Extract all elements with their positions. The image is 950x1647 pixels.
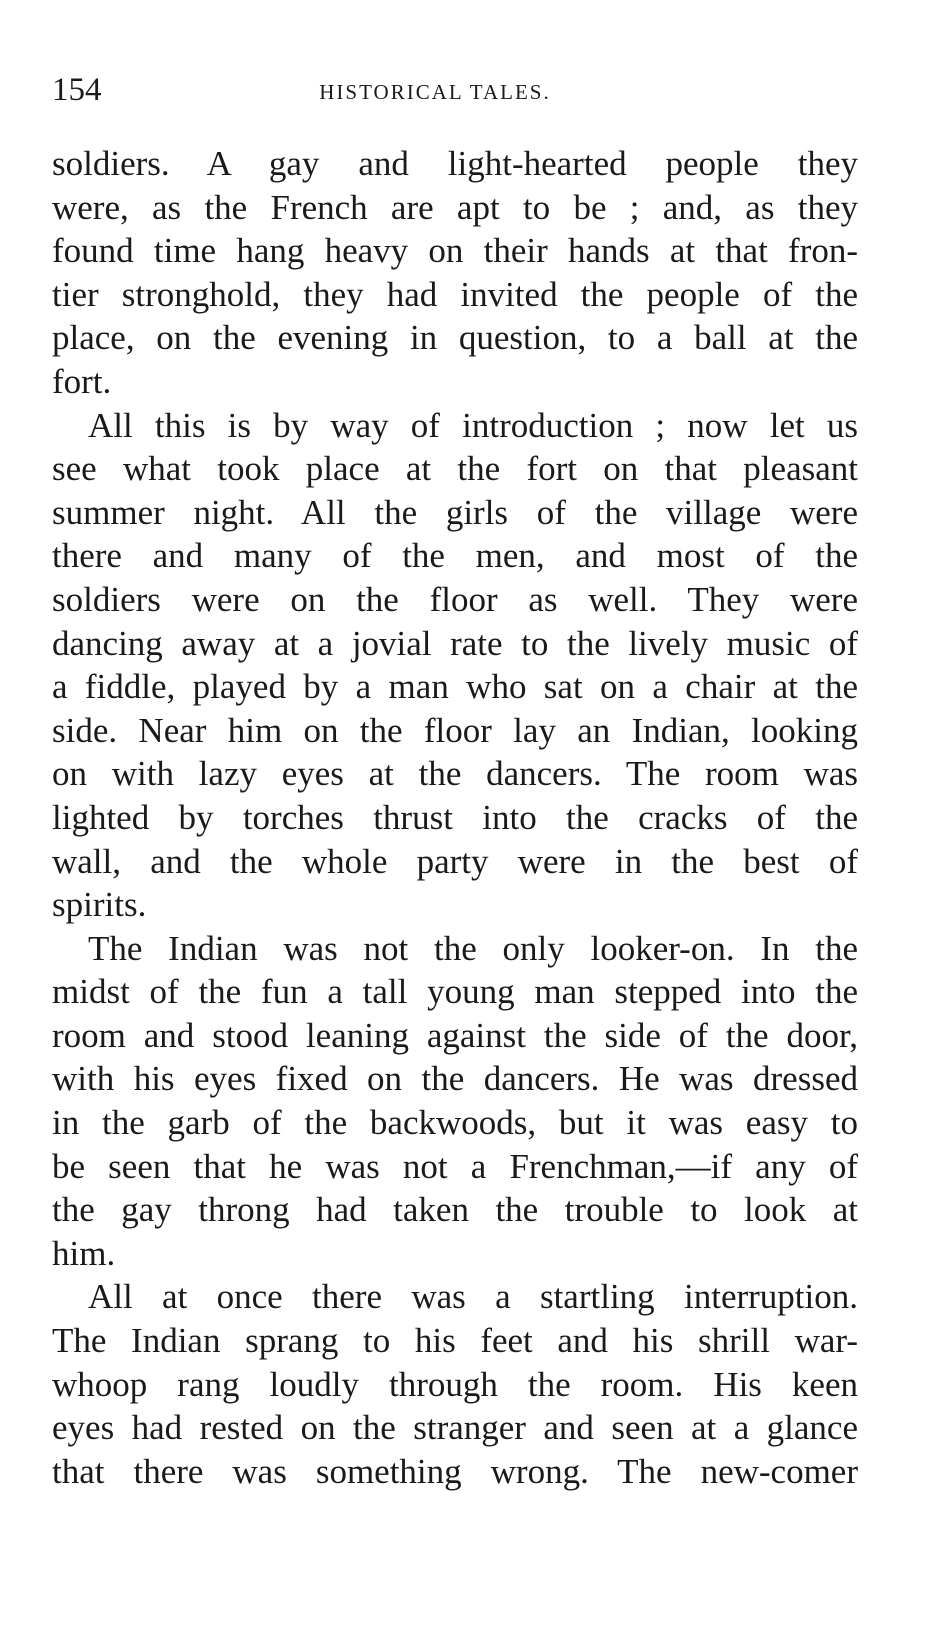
paragraph-4 xyxy=(52,1275,858,1493)
text-line: eyes had rested on the stranger and seen at a glance xyxy=(52,1408,858,1448)
text-line: tier stronghold, they had invited the people of the xyxy=(52,274,858,314)
text-line: were, as the French are apt to be ; and, as they xyxy=(52,187,858,227)
text-line: side. Near him on the floor lay an Indian, looking xyxy=(52,710,858,750)
running-title: HISTORICAL TALES. xyxy=(319,80,551,104)
book-page xyxy=(52,70,858,1493)
text-line: him. xyxy=(52,1233,116,1273)
page-number: 154 xyxy=(52,72,102,108)
text-line: there and many of the men, and most of the xyxy=(52,536,858,576)
text-line: the gay throng had taken the trouble to look at xyxy=(52,1190,858,1230)
text-line: room and stood leaning against the side of the door, xyxy=(52,1015,858,1055)
running-head xyxy=(52,70,858,120)
paragraph-3 xyxy=(52,927,858,1276)
text-line: found time hang heavy on their hands at that fron- xyxy=(52,231,858,271)
text-line: whoop rang loudly through the room. His keen xyxy=(52,1364,858,1404)
text-line: soldiers. A gay and light-hearted people they xyxy=(52,144,858,183)
text-line: midst of the fun a tall young man stepped into the xyxy=(52,972,858,1012)
text-line: that there was something wrong. The new-comer xyxy=(52,1451,858,1491)
text-line: with his eyes fixed on the dancers. He was dressed xyxy=(52,1059,858,1099)
text-line: summer night. All the girls of the village were xyxy=(52,492,858,532)
body-text xyxy=(52,142,858,1493)
text-line: fort. xyxy=(52,361,112,401)
text-line: spirits. xyxy=(52,885,147,925)
text-line: All this is by way of introduction ; now let us xyxy=(88,405,858,445)
text-line: in the garb of the backwoods, but it was easy to xyxy=(52,1103,858,1143)
text-line: dancing away at a jovial rate to the lively music of xyxy=(52,623,858,663)
paragraph-1 xyxy=(52,142,858,404)
text-line: on with lazy eyes at the dancers. The room was xyxy=(52,754,858,794)
text-line: place, on the evening in question, to a ball at the xyxy=(52,318,858,358)
text-line: a fiddle, played by a man who sat on a chair at the xyxy=(52,667,858,707)
text-line: wall, and the whole party were in the best of xyxy=(52,841,858,881)
text-line: All at once there was a startling interruption. xyxy=(88,1277,858,1317)
paragraph-2 xyxy=(52,404,858,927)
text-line: see what took place at the fort on that pleasant xyxy=(52,449,858,489)
text-line: The Indian was not the only looker-on. In the xyxy=(88,928,858,968)
text-line: lighted by torches thrust into the cracks of the xyxy=(52,797,858,837)
text-line: The Indian sprang to his feet and his shrill war- xyxy=(52,1321,858,1361)
text-line: be seen that he was not a Frenchman,—if any of xyxy=(52,1146,858,1186)
text-line: soldiers were on the floor as well. They were xyxy=(52,579,858,619)
